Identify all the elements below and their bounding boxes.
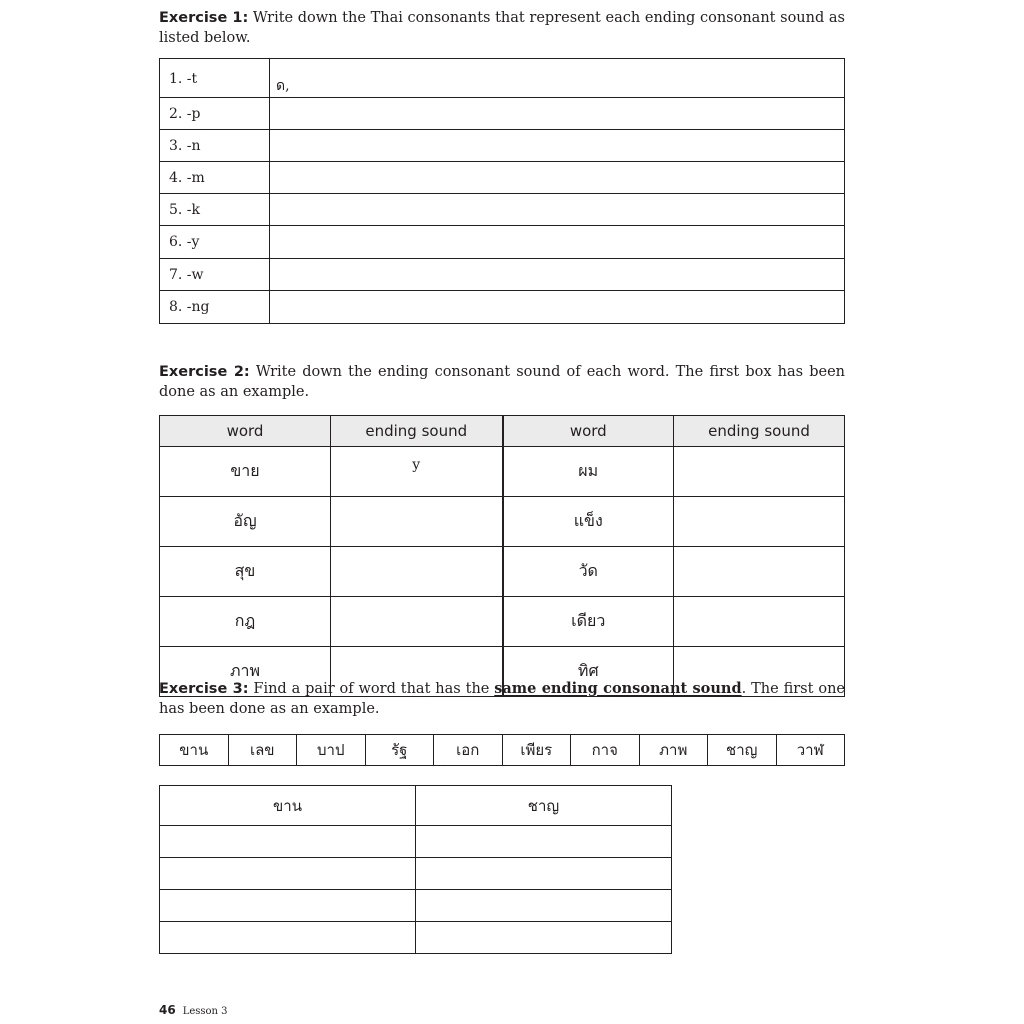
- sound-cell: 8. -ng: [160, 291, 270, 324]
- exercise3-emphasis: same ending consonant sound: [494, 680, 742, 697]
- table-row: [160, 922, 672, 954]
- ending-sound-cell[interactable]: [674, 597, 845, 647]
- pair-right-cell[interactable]: [416, 858, 672, 890]
- sound-cell: 7. -w: [160, 259, 270, 291]
- pair-left-cell[interactable]: [160, 922, 416, 954]
- word-bank-item: ชาญ: [708, 735, 777, 766]
- word-cell: กฎ: [160, 597, 331, 647]
- table-row: [160, 194, 845, 226]
- word-cell: เดียว: [503, 597, 674, 647]
- lesson-label: Lesson 3: [182, 1006, 228, 1017]
- word-cell: ภาพ: [160, 647, 331, 697]
- exercise2-label: Exercise 2:: [159, 364, 250, 380]
- exercise1-table: [159, 58, 845, 324]
- table-header-row: [160, 416, 845, 447]
- word-bank-row: [160, 735, 845, 766]
- table-row: [160, 826, 672, 858]
- table-row: [160, 59, 845, 98]
- sound-cell: 4. -m: [160, 162, 270, 194]
- exercise3-instruction: [159, 679, 845, 719]
- exercise1-instruction: [159, 8, 845, 48]
- ending-sound-cell[interactable]: [331, 547, 503, 597]
- exercise2-table: [159, 415, 845, 697]
- pair-right-cell[interactable]: [416, 890, 672, 922]
- ending-sound-cell[interactable]: [674, 547, 845, 597]
- word-cell: แข็ง: [503, 497, 674, 547]
- word-cell: อัญ: [160, 497, 331, 547]
- sound-cell: 3. -n: [160, 130, 270, 162]
- pair-right-cell[interactable]: [416, 922, 672, 954]
- table-row: [160, 130, 845, 162]
- column-header: ending sound: [331, 416, 503, 447]
- answer-cell[interactable]: ด,: [270, 59, 845, 98]
- ending-sound-cell[interactable]: [674, 447, 845, 497]
- answer-cell[interactable]: [270, 194, 845, 226]
- table-row: [160, 858, 672, 890]
- exercise1-label: Exercise 1:: [159, 10, 249, 26]
- ending-sound-cell[interactable]: [331, 597, 503, 647]
- table-row: [160, 162, 845, 194]
- word-cell: ผม: [503, 447, 674, 497]
- pair-left-cell[interactable]: [160, 826, 416, 858]
- exercise3-text-before: Find a pair of word that has the: [248, 681, 495, 697]
- answer-cell[interactable]: [270, 130, 845, 162]
- word-bank-item: รัฐ: [365, 735, 434, 766]
- table-row: [160, 597, 845, 647]
- table-row: [160, 786, 672, 826]
- table-row: [160, 226, 845, 259]
- column-header: word: [160, 416, 331, 447]
- word-bank-item: ขาน: [160, 735, 229, 766]
- exercise1-text: Write down the Thai consonants that represent each ending consonant sound as listed below.: [159, 10, 845, 46]
- pair-right-cell[interactable]: ชาญ: [416, 786, 672, 826]
- exercise3-text-after: . The first one has been done as an example.: [159, 681, 845, 717]
- word-cell: ทิศ: [503, 647, 674, 697]
- answer-cell[interactable]: [270, 98, 845, 130]
- pair-left-cell[interactable]: [160, 858, 416, 890]
- sound-cell: 1. -t: [160, 59, 270, 98]
- exercise3-label: Exercise 3:: [159, 681, 249, 697]
- word-bank-item: เพียร: [502, 735, 571, 766]
- word-bank-item: กาจ: [571, 735, 640, 766]
- ending-sound-cell[interactable]: [674, 497, 845, 547]
- word-bank: [159, 734, 845, 766]
- word-bank-item: เลข: [228, 735, 297, 766]
- ending-sound-cell[interactable]: [331, 497, 503, 547]
- word-bank-item: ภาพ: [639, 735, 708, 766]
- table-row: [160, 890, 672, 922]
- table-row: [160, 497, 845, 547]
- answer-cell[interactable]: [270, 226, 845, 259]
- word-cell: ขาย: [160, 447, 331, 497]
- answer-cell[interactable]: [270, 259, 845, 291]
- sound-cell: 6. -y: [160, 226, 270, 259]
- pair-right-cell[interactable]: [416, 826, 672, 858]
- sound-cell: 5. -k: [160, 194, 270, 226]
- word-cell: วัด: [503, 547, 674, 597]
- table-row: [160, 98, 845, 130]
- pair-left-cell[interactable]: ขาน: [160, 786, 416, 826]
- column-header: word: [503, 416, 674, 447]
- pair-left-cell[interactable]: [160, 890, 416, 922]
- word-bank-item: บาป: [297, 735, 366, 766]
- exercise2-instruction: [159, 362, 845, 402]
- table-row: [160, 547, 845, 597]
- exercise2-text: Write down the ending consonant sound of each word. The first box has been done as an example.: [159, 364, 845, 400]
- table-row: [160, 291, 845, 324]
- table-row: [160, 259, 845, 291]
- sound-cell: 2. -p: [160, 98, 270, 130]
- word-bank-item: วาฬ: [776, 735, 845, 766]
- page-footer: [159, 1003, 228, 1018]
- column-header: ending sound: [674, 416, 845, 447]
- pairs-table: [159, 785, 672, 954]
- answer-cell[interactable]: [270, 291, 845, 324]
- table-row: [160, 447, 845, 497]
- word-bank-item: เอก: [434, 735, 503, 766]
- answer-cell[interactable]: [270, 162, 845, 194]
- page-number: 46: [159, 1003, 176, 1017]
- word-cell: สุข: [160, 547, 331, 597]
- ending-sound-cell[interactable]: y: [331, 447, 503, 497]
